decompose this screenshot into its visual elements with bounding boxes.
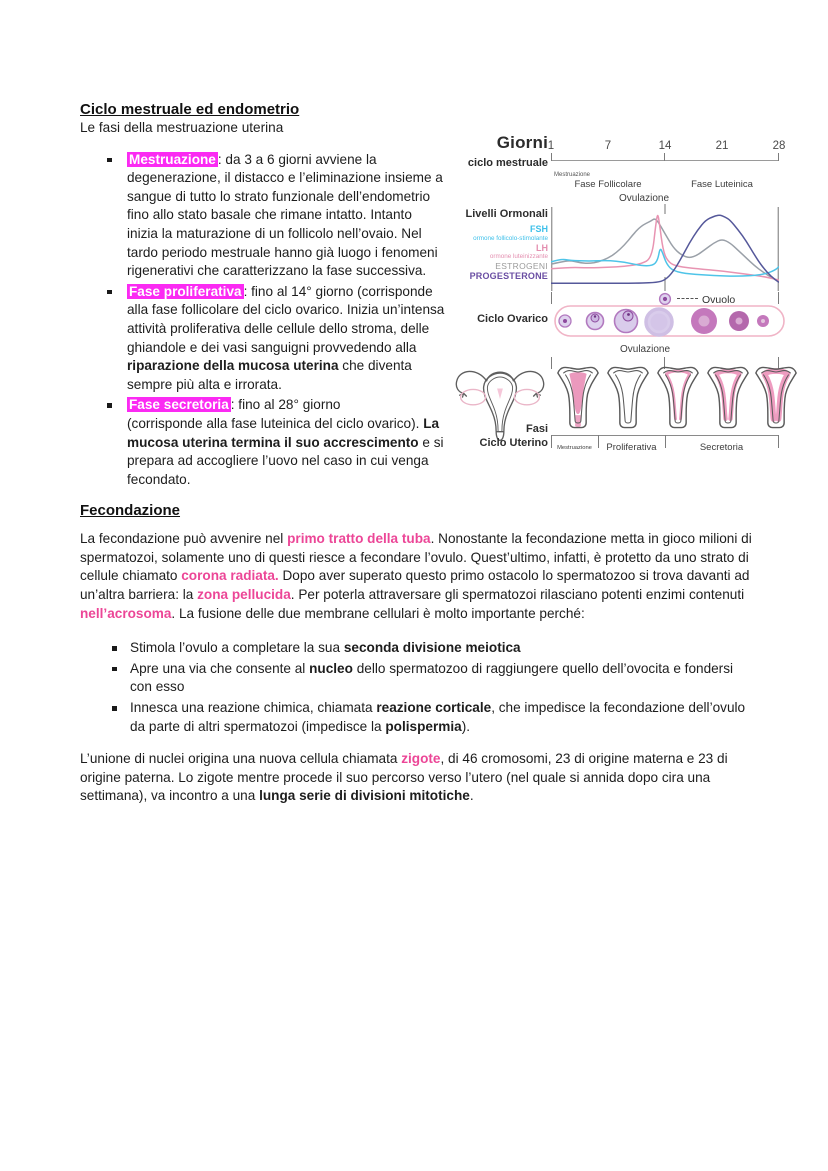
p2-text-3: . <box>469 788 474 804</box>
ovuolo-dashed-line <box>677 298 698 299</box>
p1-text-1: La fecondazione può avvenire nel <box>80 531 288 547</box>
phase-label-mestruazione: Mestruazione <box>557 445 592 451</box>
secretoria-text-3: e si prepara ad accogliere l’uovo nel caso in cui venga fecondato. <box>127 434 444 487</box>
day-tick-label-28: 28 <box>772 140 786 152</box>
proliferativa-text-2: che diventa sempre più alta e irrorata. <box>127 358 412 392</box>
ovum-icon <box>658 292 672 306</box>
label-estrogeni: ESTROGENI <box>495 261 548 271</box>
section-title-fecondazione: Fecondazione <box>80 502 181 520</box>
fb2-text-1: Apre una via che consente al <box>130 660 310 676</box>
fecondazione-list <box>80 639 755 736</box>
uterus-phase-late-proliferative <box>655 359 701 431</box>
day-axis-line <box>551 160 779 161</box>
diagram-title-giorni: Giorni <box>496 133 548 152</box>
p1-text-5: . La fusione delle due membrane cellulari è molto importante perché: <box>171 605 585 621</box>
label-ovulazione-top: Ovulazione <box>618 193 670 204</box>
fb3-bold-2: polispermia <box>385 718 462 734</box>
edge-tick-right-ovary <box>778 292 779 304</box>
fecondazione-paragraph-2 <box>80 750 755 806</box>
fb3-text-1: Innesca una reazione chimica, chiamata <box>130 700 377 716</box>
ovary-left <box>461 389 486 404</box>
fecondazione-paragraph-1 <box>80 530 755 623</box>
ovarian-cycle-follicles <box>554 305 786 338</box>
follicle-stage-3 <box>615 310 638 333</box>
fb3-text-2: , che impedisce la fecondazione dell’ovulo da parte di altri spermatozoi (impedisce la <box>130 700 746 734</box>
fb1-text: Stimola l’ovulo a completare la sua <box>130 640 344 656</box>
label-fsh-subtitle: ormone follicolo-stimolante <box>473 235 548 242</box>
highlight-fase-proliferativa: Fase proliferativa <box>129 283 242 299</box>
phase-tick-4 <box>778 435 779 448</box>
highlight-fase-secretoria: Fase secretoria <box>129 397 229 413</box>
phase-label-secretoria: Secretoria <box>699 442 744 453</box>
fb2-text-2: dello spermatozoo di raggiungere quello dell’ovocita e fondersi con esso <box>130 660 734 695</box>
p2-text-1: L’unione di nuclei origina una nuova cellula chiamata <box>80 751 402 767</box>
phase-label-proliferativa: Proliferativa <box>606 442 657 453</box>
label-mestruazione-top: Mestruazione <box>554 172 591 178</box>
menstrual-cycle-diagram <box>450 133 798 485</box>
secretoria-text-2: (corrisponde alla fase luteinica del ciclo ovarico). <box>127 415 424 431</box>
uterus-phase-late-secretory <box>753 359 799 431</box>
p2-bold: lunga serie di divisioni mitotiche <box>259 788 470 804</box>
diagram-subtitle-ciclo-mestruale: ciclo mestruale <box>467 157 548 169</box>
corpus-albicans <box>757 315 769 327</box>
mestruazione-text: : da 3 a 6 giorni avviene la degenerazione, il distacco e l’eliminazione insieme a sangue di tutto lo strato funzionale dell’endometrio fino allo stato basale che rimane intatto. Intanto inizia la maturazione di un follicolo nell’ovaio. Nel tardo periodo mestruale hanno già luogo i fenomeni rigenerativi che caratterizzano la fase successiva. <box>127 151 443 279</box>
p1-text-3: Dopo aver superato questo primo ostacolo lo spermatozoo si trova davanti ad un’altra barriera: la <box>80 568 750 603</box>
fecondazione-item-3 <box>130 699 755 736</box>
follicle-stage-2 <box>587 313 604 330</box>
uterus-phase-early-secretory <box>705 359 751 431</box>
p2-text-2: , di 46 cromosomi, 23 di origine materna e 23 di origine paterna. Lo zigote mentre procede il suo percorso verso l’utero (nel quale si annida dopo cira una settimana), va incontro a una <box>80 751 728 804</box>
label-fase-follicolare: Fase Follicolare <box>574 179 642 190</box>
day-tick-label-14: 14 <box>658 140 672 152</box>
fecondazione-item-2 <box>130 660 755 697</box>
label-ciclo-uterino: Ciclo Uterino <box>479 437 548 449</box>
label-ciclo-ovarico: Ciclo Ovarico <box>477 313 548 325</box>
hormone-level-chart <box>551 201 779 293</box>
secretoria-bold: La mucosa uterina termina il suo accrescimento <box>127 415 440 450</box>
uterus-phase-menstruation <box>555 359 601 431</box>
p1-pink-corona: corona radiata. <box>181 568 279 584</box>
axis-tick-day1 <box>551 153 552 161</box>
label-lh-subtitle: ormone luteinizzante <box>489 253 548 260</box>
p2-pink-zigote: zigote <box>401 751 441 767</box>
fb3-text-3: ). <box>461 718 470 734</box>
day-tick-label-1: 1 <box>547 140 555 152</box>
endometrium-shade <box>497 388 503 399</box>
day-tick-label-7: 7 <box>604 140 612 152</box>
uterus-phase-early-proliferative <box>605 359 651 431</box>
intro-line: Le fasi della mestruazione uterina <box>80 120 284 135</box>
proliferativa-bold: riparazione della mucosa uterina <box>127 358 339 374</box>
p1-pink-zona: zona pellucida <box>197 587 291 603</box>
curve-lh <box>551 216 779 281</box>
label-ovuolo: Ovuolo <box>702 294 736 306</box>
day-tick-label-21: 21 <box>715 140 729 152</box>
label-fsh: FSH <box>530 224 548 234</box>
follicle-stage-ovulation <box>646 309 672 335</box>
curve-estrogeni <box>551 219 779 282</box>
hormone-curves <box>551 215 779 283</box>
axis-tick-day28 <box>778 153 779 161</box>
fb3-bold-1: reazione corticale <box>376 700 492 716</box>
edge-tick-left-ovary <box>551 292 552 304</box>
label-livelli-ormonali: Livelli Ormonali <box>465 208 548 220</box>
ovary-right <box>514 389 539 404</box>
p1-text-2: . Nonostante la fecondazione metta in gioco milioni di spermatozoi, solamente uno di questi riesce a fecondare l’ovulo. Quest’ultimo, infatti, è protetto da uno strato di cellule chiamato <box>80 531 752 584</box>
label-lh: LH <box>536 243 548 253</box>
label-progesterone: PROGESTERONE <box>469 271 548 281</box>
p1-pink-acrosoma: nell’acrosoma <box>80 605 172 621</box>
label-fase-luteinica: Fase Luteinica <box>691 179 753 190</box>
curve-progesterone <box>551 215 779 283</box>
p1-text-4: . Per poterla attraversare gli spermatozoi rilasciano potenti enzimi contenuti <box>290 587 745 603</box>
secretoria-text-1: : fino al 28° giorno <box>230 397 341 413</box>
label-fasi: Fasi <box>525 423 548 435</box>
proliferativa-text-1: : fino al 14° giorno (corrisponde alla fase follicolare del ciclo ovarico. Inizia un’intensa attività proliferativa delle cellule dello stroma, delle ghiandole e dei vasi sanguigni provvedendo alla <box>127 283 445 355</box>
fecondazione-item-1 <box>130 639 755 658</box>
corpus-luteum-1 <box>691 308 717 334</box>
label-ovulazione-mid: Ovulazione <box>619 344 671 355</box>
follicle-stage-1 <box>559 315 571 327</box>
fb2-bold: nucleo <box>309 660 353 676</box>
edge-tick-left-uterus <box>551 357 552 369</box>
p1-pink-tuba: primo tratto della tuba <box>287 531 431 547</box>
axis-tick-day14 <box>664 153 665 161</box>
fb1-bold: seconda divisione meiotica <box>343 640 521 656</box>
corpus-luteum-2 <box>729 311 749 331</box>
highlight-mestruazione: Mestruazione <box>129 151 216 167</box>
page-title: Ciclo mestruale ed endometrio <box>80 101 300 118</box>
